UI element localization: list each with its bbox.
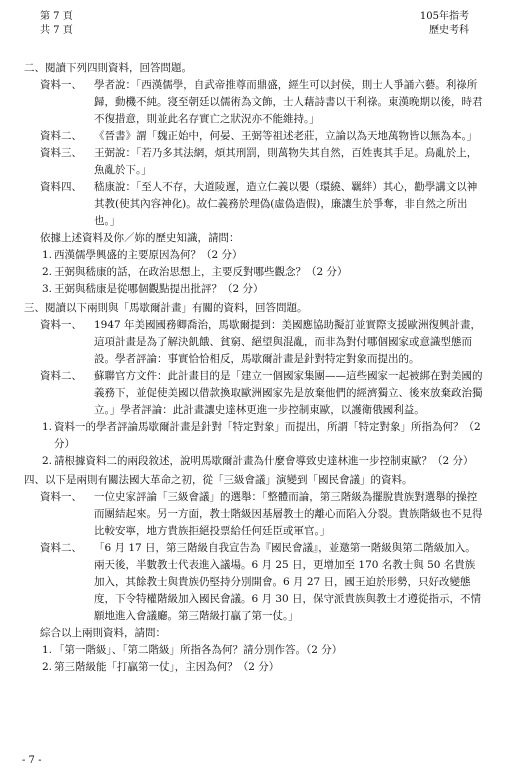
question-item xyxy=(24,281,483,298)
source-item xyxy=(24,368,483,419)
question-item xyxy=(24,659,483,676)
exam-content xyxy=(24,60,483,678)
source-label: 資料二、 xyxy=(40,370,82,382)
exam-name: 105年指考 xyxy=(419,11,469,22)
source-text: 嵇康說：「至人不存，大道陵遲，造立仁義以嬰（環繞、羈絆）其心，勸學講文以神其教(使其內容神化)。故仁義務於理偽(虛偽造假)，廉讓生於爭奪，非自然之所出也。」 xyxy=(94,181,478,227)
source-item xyxy=(24,77,483,128)
question-item xyxy=(24,642,483,659)
question-text: 資料一的學者評論馬歇爾計畫是針對「特定對象」而提出，所謂「特定對象」所指為何？（2 分） xyxy=(54,421,481,450)
source-item xyxy=(24,128,483,145)
section-title: 四、以下是兩則有關法國大革命之初，從「三級會議」演變到「國民會議」的資料。 xyxy=(24,474,413,486)
question-section xyxy=(24,60,483,298)
source-item xyxy=(24,317,483,368)
question-intro: 依據上述資料及你／妳的歷史知識，請問： xyxy=(40,232,240,244)
source-item xyxy=(24,489,483,540)
question-text: 西漢儒學興盛的主要原因為何？（2 分） xyxy=(54,249,243,261)
source-text: 1947 年美國國務卿喬治，馬歇爾提到：美國應協助擬訂並實際支援歐洲復興計畫，這項計畫是為了解決飢餓、貧窮、絕望與混亂，而非為對付哪個國家或意識型態而設。學者評論：事實恰恰相反，馬歇爾計畫是針對特定對象而提出的。 xyxy=(94,319,482,365)
question-text: 第三階級能「打贏第一仗」，主因為何？（2 分） xyxy=(54,661,280,673)
header-right xyxy=(420,10,469,38)
source-text: 王弼說：「若乃多其法網，煩其刑罰，則萬物失其自然，百姓喪其手足。鳥亂於上，魚亂於下。」 xyxy=(94,147,478,176)
question-text: 王弼與嵇康是從哪個觀點提出批評？（2 分） xyxy=(54,283,264,295)
source-item xyxy=(24,540,483,625)
question-item xyxy=(24,247,483,264)
source-label: 資料四、 xyxy=(40,181,82,193)
section-title: 三、閱讀以下兩則與「馬歇爾計畫」有關的資料，回答問題。 xyxy=(24,302,308,314)
question-text: 王弼與嵇康的話，在政治思想上，主要反對哪些觀念？（2 分） xyxy=(54,266,348,278)
question-intro: 綜合以上兩則資料，請問： xyxy=(40,627,166,639)
source-label: 資料二、 xyxy=(40,542,82,554)
question-number: 2. xyxy=(42,661,53,673)
question-text: 請根據資料二的兩段敘述，說明馬歇爾計畫為什麼會導致史達林進一步控制東歐？（2 分） xyxy=(54,455,474,467)
source-text: 一位史家評論「三級會議」的選舉：「整體而論，第三階級為擺脫貴族對選舉的操控而團結起來。另一方面，教士階級因基層教士的離心而陷入分裂。貴族階級也不見得比較安寧，地方貴族拒絕投票給任何廷臣或軍官。」 xyxy=(94,491,483,537)
question-section xyxy=(24,472,483,676)
source-label: 資料二、 xyxy=(40,130,82,142)
source-label: 資料一、 xyxy=(40,79,82,91)
source-item xyxy=(24,145,483,179)
source-text: 蘇聯官方文件：此計畫目的是「建立一個國家集團——這些國家一起被綁在對美國的義務下，並促使美國以借款換取歐洲國家先是放棄他們的經濟獨立、後來放棄政治獨立。」學者評論：此計畫讓史達林更進一步控制東歐，以護衛俄國利益。 xyxy=(94,370,483,416)
source-text: 學者說：「西漢儒學，自武帝推尊而鼎盛，經生可以封侯，則士人爭誦六藝。利祿所歸，動機不純。寖至朝廷以儒術為文飾，士人藉詩書以干利祿。東漢晚期以後，時君不復措意，則並此名存實亡之狀況亦不能維持。」 xyxy=(94,79,483,125)
header-left xyxy=(40,10,73,38)
question-item xyxy=(24,419,483,453)
question-number: 1. xyxy=(42,249,53,261)
source-label: 資料一、 xyxy=(40,491,82,503)
subject-name: 歷史考科 xyxy=(429,25,469,36)
question-section xyxy=(24,300,483,470)
source-item xyxy=(24,179,483,230)
question-number: 1. xyxy=(42,644,53,656)
page-total: 共 7 頁 xyxy=(40,25,73,36)
question-number: 1. xyxy=(42,421,53,433)
page-footer: - 7 - xyxy=(22,755,42,766)
section-title: 二、閱讀下列四則資料，回答問題。 xyxy=(24,62,192,74)
question-number: 3. xyxy=(42,283,53,295)
source-text: 「6 月 17 日，第三階級自我宣告為『國民會議』，並邀第一階級與第二階級加入。兩天後，半數教士代表進入議場。6 月 25 日，更增加至 170 名教士與 50 名貴族加入，其餘教士與貴族仍堅持分別開會。6 月 27 日，國王迫於形勢，只好改變態度，下令特權階級加入國民會議。6 月 30 日，保守派貴族與教士才遵從指示，不情願地進入會議廳。第三階級打贏了第一仗。」 xyxy=(94,542,482,622)
question-item xyxy=(24,264,483,281)
question-number: 2. xyxy=(42,266,53,278)
source-label: 資料一、 xyxy=(40,319,82,331)
source-label: 資料三、 xyxy=(40,147,82,159)
question-number: 2. xyxy=(42,455,53,467)
source-text: 《晉書》謂「魏正始中，何晏、王弼等祖述老莊，立論以為天地萬物皆以無為本。」 xyxy=(94,130,478,142)
question-text: 「第一階級」、「第二階級」所指各為何？請分別作答。（2 分） xyxy=(54,644,343,656)
question-item xyxy=(24,453,483,470)
page-number: 第 7 頁 xyxy=(40,11,73,22)
